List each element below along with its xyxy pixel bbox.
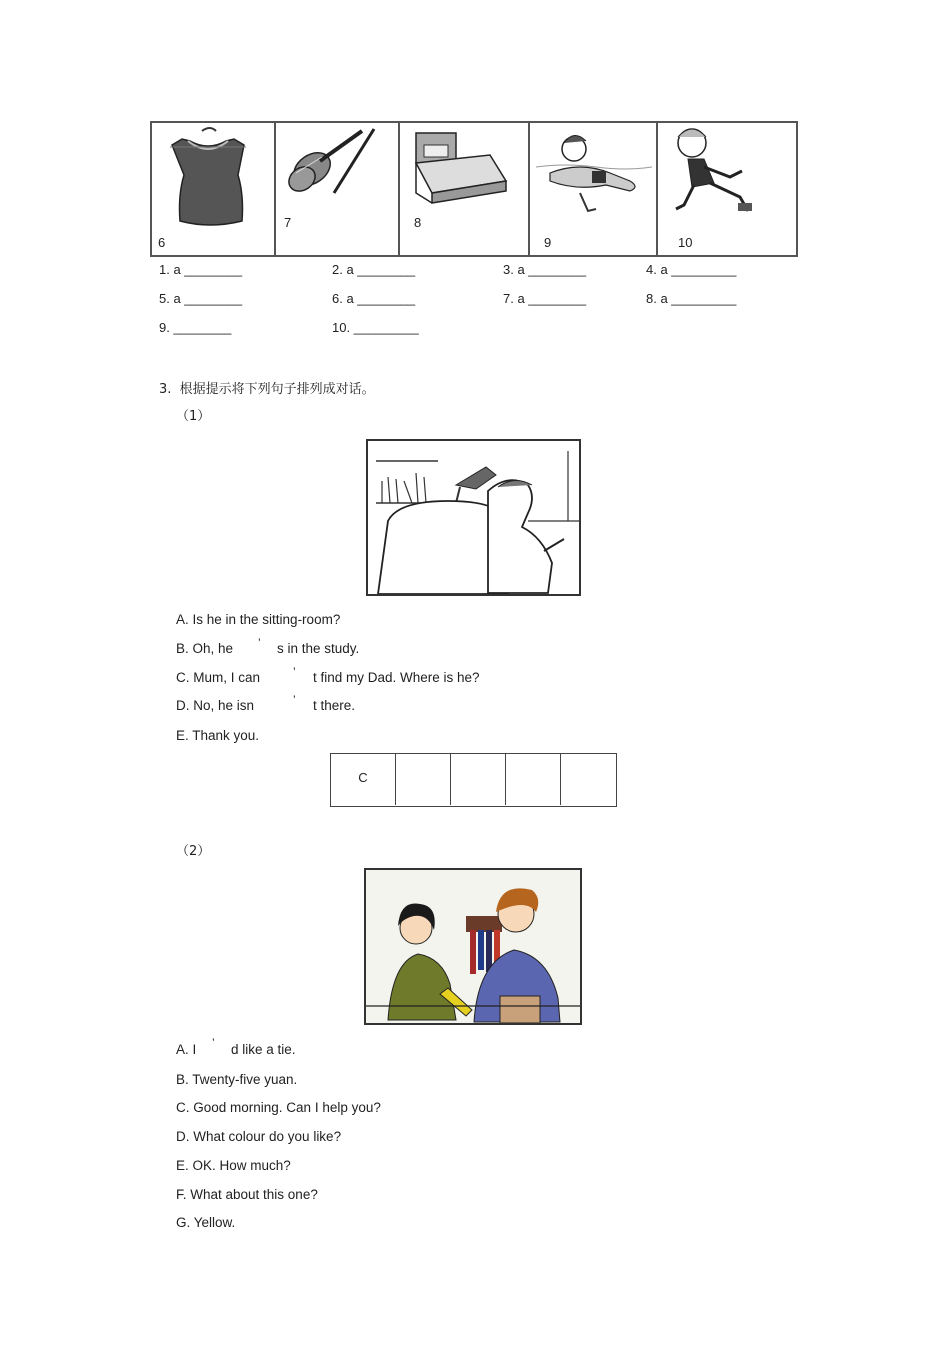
dialogue-line-2f: F. What about this one? bbox=[176, 1187, 318, 1202]
answer-blank-2[interactable]: 2. a ________ bbox=[332, 262, 416, 277]
answer-blank-3[interactable]: 3. a ________ bbox=[503, 262, 587, 277]
picture-cell-7 bbox=[276, 123, 400, 255]
picture-number: 8 bbox=[414, 215, 422, 230]
shop-scene-icon bbox=[366, 870, 580, 1023]
answer-blank-8[interactable]: 8. a _________ bbox=[646, 291, 737, 306]
apostrophe: ’ bbox=[293, 693, 296, 707]
answer-blank-6[interactable]: 6. a ________ bbox=[332, 291, 416, 306]
running-boy-icon bbox=[658, 123, 788, 223]
dialogue-line-2c: C. Good morning. Can I help you? bbox=[176, 1100, 381, 1115]
answer-blank-1[interactable]: 1. a ________ bbox=[159, 262, 243, 277]
part-label-2: （2） bbox=[176, 844, 211, 859]
dialogue-line-1b-end: s in the study. bbox=[277, 641, 360, 656]
answer-blank-9[interactable]: 9. ________ bbox=[159, 320, 232, 335]
picture-number: 6 bbox=[158, 235, 166, 250]
apostrophe: ’ bbox=[212, 1036, 215, 1050]
order-cell-4[interactable] bbox=[506, 754, 561, 805]
order-cell-1[interactable]: C bbox=[331, 754, 396, 805]
picture-number: 9 bbox=[544, 235, 552, 250]
dialogue-line-2b: B. Twenty-five yuan. bbox=[176, 1072, 298, 1087]
picture-cell-6 bbox=[152, 123, 276, 255]
dialogue-line-1d-end: t there. bbox=[313, 698, 356, 713]
picture-number: 7 bbox=[284, 215, 292, 230]
part-label-1: （1） bbox=[176, 409, 211, 424]
swimming-boy-icon bbox=[530, 123, 654, 223]
answer-blank-4[interactable]: 4. a _________ bbox=[646, 262, 737, 277]
dialogue-line-2g: G. Yellow. bbox=[176, 1215, 236, 1230]
picture-table bbox=[150, 121, 798, 257]
apostrophe: ’ bbox=[293, 665, 296, 679]
dialogue-line-1a: A. Is he in the sitting-room? bbox=[176, 612, 341, 627]
answer-blank-5[interactable]: 5. a ________ bbox=[159, 291, 243, 306]
order-cell-2[interactable] bbox=[396, 754, 451, 805]
order-cell-3[interactable] bbox=[451, 754, 506, 805]
picture-cell-10 bbox=[658, 123, 796, 255]
dialogue-line-2a-end: d like a tie. bbox=[231, 1042, 296, 1057]
bed-icon bbox=[400, 123, 526, 213]
answer-blank-10[interactable]: 10. _________ bbox=[332, 320, 419, 335]
study-scene-image bbox=[366, 439, 581, 596]
dialogue-line-2d: D. What colour do you like? bbox=[176, 1129, 342, 1144]
section-heading: 3. 根据提示将下列句子排列成对话。 bbox=[159, 382, 375, 397]
study-scene-icon bbox=[368, 441, 579, 594]
answer-blank-7[interactable]: 7. a ________ bbox=[503, 291, 587, 306]
dialogue-line-1c-end: t find my Dad. Where is he? bbox=[313, 670, 480, 685]
picture-number: 10 bbox=[678, 235, 693, 250]
violin-icon bbox=[276, 123, 396, 223]
dialogue-line-1e: E. Thank you. bbox=[176, 728, 260, 743]
dialogue-line-1b-start: B. Oh, he bbox=[176, 641, 234, 656]
vest-icon bbox=[152, 123, 272, 253]
shop-scene-image bbox=[364, 868, 582, 1025]
dialogue-line-2a-start: A. I bbox=[176, 1042, 197, 1057]
picture-cell-8 bbox=[400, 123, 530, 255]
dialogue-line-1d-start: D. No, he isn bbox=[176, 698, 255, 713]
picture-cell-9 bbox=[530, 123, 658, 255]
order-answer-table bbox=[330, 753, 617, 807]
dialogue-line-2e: E. OK. How much? bbox=[176, 1158, 291, 1173]
order-cell-5[interactable] bbox=[561, 754, 615, 805]
dialogue-line-1c-start: C. Mum, I can bbox=[176, 670, 261, 685]
apostrophe: ’ bbox=[258, 636, 261, 650]
